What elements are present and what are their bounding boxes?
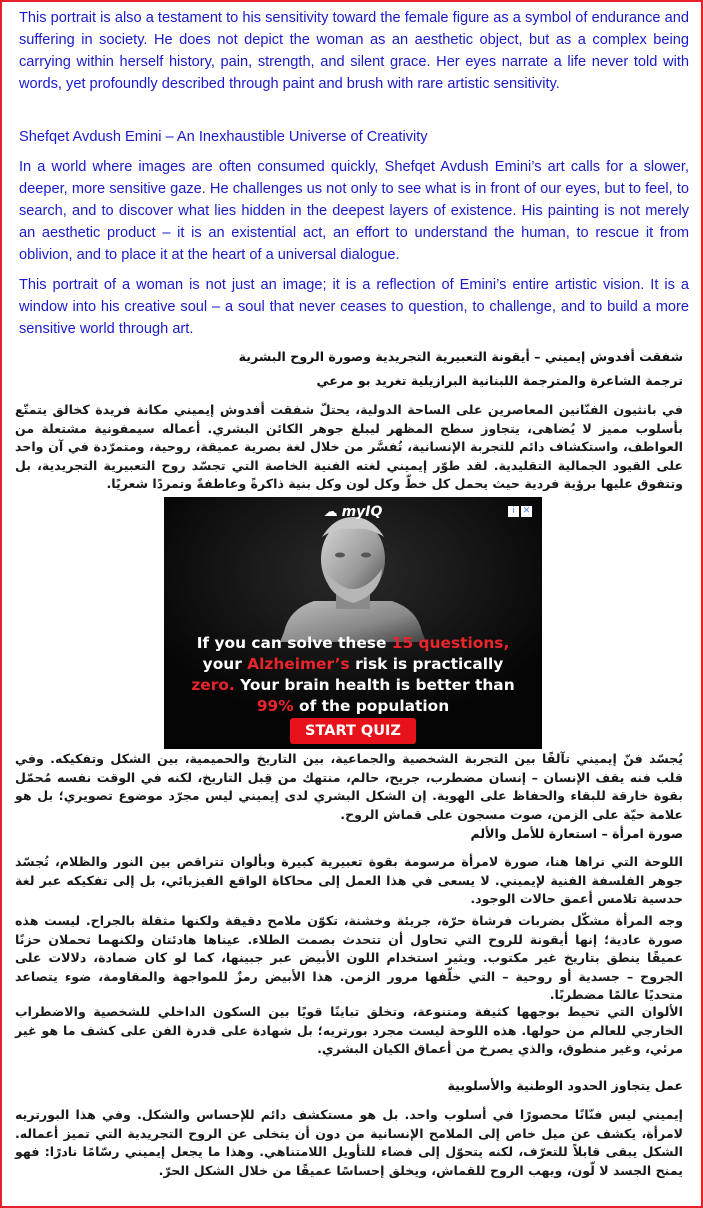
- arabic-paragraph-6: إيميني ليس فنّانًا محصورًا في أسلوب واحد. بل هو مستكشف دائم للإحساس والشكل. وفي هذا البورتريه لامرأة، يكشف عن ميل خاص إلى الملامح الإنسانية من دون أن يتخلى عن الروح التجريدية التي تميز أعماله. الشكل يبقى قابلاً للتعرّف، لكنه يتحوّل إلى فضاء للتأويل اللامتناهي. وهذا ما يجعل إيميني رسّامًا نادرًا: فهو يمنح الجسد لا لّون، ويهب الروح للقماش، ويخلق إحساسًا عميقًا من خلال الشكل الحرّ.: [15, 1107, 683, 1178]
- arabic-paragraph-2: يُجسّد فنّ إيميني تآلفًا بين التجربة الشخصية والجماعية، بين التاريخ والحميمية، بين الشكل وتفكيكه. وفي قلب فنه يقف الإنسان – إنسان مضطرب، جريح، حالم، منتهك من قِبل التاريخ، لكنه في الوقت نفسه مُحمّل بقوة خارقة للبقاء والحفاظ على الهوية. إن الشكل البشري لدى إيميني ليس مجرّد موضوع تصويري؛ بل هو علامة حيّة على الزمن، صوت مسجون على قماش الروح.: [15, 751, 683, 822]
- brain-icon: ☁: [323, 504, 338, 520]
- arabic-heading-3: عمل يتجاوز الحدود الوطنية والأسلوبية: [447, 1078, 683, 1093]
- ad-badges: [506, 500, 532, 518]
- ad-line-3: zero. Your brain health is better than: [191, 676, 515, 694]
- arabic-paragraph-1: في بانثيون الفنّانين المعاصرين على الساحة الدولية، يحتلّ شفقت أفدوش إيميني مكانة فريدة كخالق يتمتّع بأسلوب مميز لا يُضاهى، يتجاوز سطح المظهر ليبلغ جوهر الكائن البشري. أعماله سيمفونية مشتعلة من العواطف، واستكشاف دائم للتجربة الإنسانية، تُفسَّر من خلال لغة بصرية عميقة، روحية، ومتمرّدة في آن واحد على القيود الجمالية التقليدية. لقد طوّر إيميني لغته الفنية الخاصة التي تجسّد روح التعبيرية التجريدية، بل وتتفوق عليها برؤية فردية حيث يحمل كل خطّ وكل لون وكل بنية ذاكرةً وعاطفةً وتمردًا شعريًا.: [15, 402, 683, 492]
- ad-logo-text: myIQ: [341, 504, 383, 520]
- ad-headline: [164, 633, 542, 717]
- ad-line-2: your Alzheimer’s risk is practically: [202, 655, 504, 673]
- start-quiz-button[interactable]: START QUIZ: [290, 718, 416, 744]
- arabic-translator-credit: ترجمة الشاعرة والمترجمة اللبنانية البرازيلية تغريد بو مرعي: [316, 373, 683, 388]
- ad-line-1: If you can solve these 15 questions,: [196, 634, 510, 652]
- english-paragraph-3: This portrait of a woman is not just an image; it is a reflection of Emini’s entire artistic vision. It is a window into his creative soul – a soul that never ceases to question, to challenge, and to build a more sensitive world through art.: [19, 277, 689, 337]
- english-paragraph-2: In a world where images are often consumed quickly, Shefqet Avdush Emini’s art calls for a slower, deeper, more sensitive gaze. He challenges us not only to see what is in front of our eyes, but to feel, to search, and to discover what lies hidden in the deepest layers of existence. His painting is not merely an aesthetic product – it is an existential act, an effort to understand the human, to rescue it from oblivion, and to place it at the heart of a universal dialogue.: [19, 159, 689, 263]
- ad-info-icon[interactable]: i: [508, 506, 519, 517]
- english-paragraph-1: This portrait is also a testament to his sensitivity toward the female figure as a symbol of endurance and suffering in society. He does not depict the woman as an aesthetic object, but as a complex being carrying within herself history, pain, strength, and silent grace. Her eyes narrate a life never told with words, yet profoundly described through paint and brush with rare artistic sensitivity.: [19, 10, 689, 92]
- ad-line-4: 99% of the population: [256, 697, 450, 715]
- arabic-title: شفقت أفدوش إيميني – أيقونة التعبيرية التجريدية وصورة الروح البشرية: [238, 349, 683, 364]
- ad-logo: [164, 504, 542, 520]
- advertisement-banner[interactable]: [164, 497, 542, 749]
- arabic-paragraph-3: اللوحة التي نراها هنا، صورة لامرأة مرسومة بقوة تعبيرية كبيرة وبألوان تتراقص بين النور والظلام، تُجسّد جوهر الفلسفة الفنية لإيميني. لا يسعى في هذا العمل إلى محاكاة الواقع الفيزيائي، بل إلى تفكيكه عبر لغة حدسية تلامس أعمق حالات الوجود.: [15, 854, 683, 907]
- english-section-heading: Shefqet Avdush Emini – An Inexhaustible Universe of Creativity: [19, 129, 428, 145]
- arabic-paragraph-5: الألوان التي تحيط بوجهها كثيفة ومتنوعة، وتخلق تباينًا قويًا بين السكون الداخلي للشخصية والاضطراب الخارجي للعالم من حولها. هذه اللوحة ليست مجرد بورتريه؛ بل شهادة على قدرة الفن على كشف ما هو غير مرئي، وغير منطوق، والذي يصرخ من أعماق الكيان البشري.: [15, 1004, 683, 1057]
- ad-close-icon[interactable]: ✕: [522, 506, 531, 516]
- arabic-paragraph-4: وجه المرأة مشكّل بضربات فرشاة حرّة، جريئة وخشنة، تكوّن ملامح دقيقة ولكنها مثقلة بالجراح. ليست هذه صورة عادية؛ إنها أيقونة للروح التي تحاول أن تتحدث بصمت الطلاء. عيناها هادئتان ولكنهما تحملان حزنًا عميقًا ينطق بتاريخ غير مكتوب. ويثير استخدام اللون الأبيض عبر جبينها، كما لو كان ضمادة، دلالات على الجروح – جسدية أو روحية – التي خلّفها مرور الزمن. هذا الأبيض رمزٌ للمواجهة والمقاومة، ضوء يتصاعد متحديًا عالمًا مضطربًا.: [15, 913, 683, 1003]
- arabic-heading-2: صورة امرأة – استعارة للأمل والألم: [470, 826, 683, 841]
